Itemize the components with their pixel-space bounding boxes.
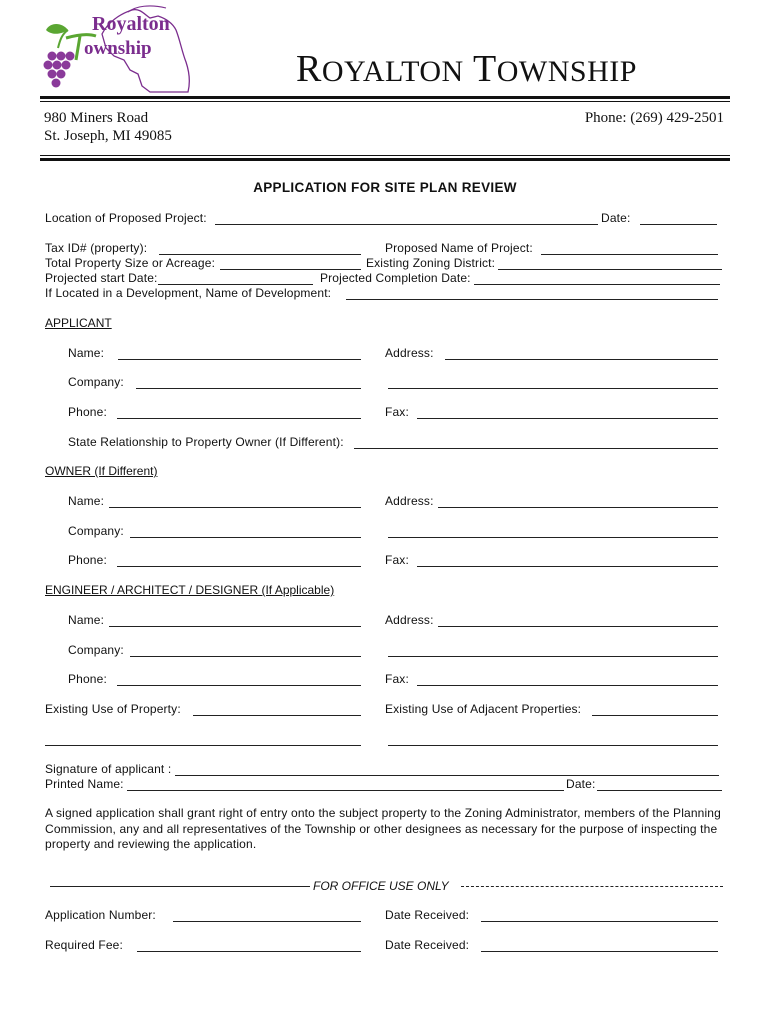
address-line-1: 980 Miners Road — [44, 110, 149, 126]
signature-label: Signature of applicant : — [45, 762, 172, 776]
engineer-name-label: Name: — [68, 613, 105, 627]
owner-address-field-2[interactable] — [388, 524, 718, 538]
adjacent-use-field[interactable] — [592, 702, 718, 716]
property-size-label: Total Property Size or Acreage: — [45, 256, 216, 270]
applicant-address-field-2[interactable] — [388, 375, 718, 389]
engineer-address-field-2[interactable] — [388, 643, 718, 657]
engineer-company-label: Company: — [68, 643, 124, 657]
application-number-field[interactable] — [173, 908, 361, 922]
applicant-fax-field[interactable] — [417, 405, 718, 419]
owner-company-label: Company: — [68, 524, 124, 538]
development-field[interactable] — [346, 286, 718, 300]
proposed-name-field[interactable] — [541, 241, 718, 255]
logo-word-township: ownship — [84, 38, 152, 59]
owner-address-label: Address: — [385, 494, 434, 508]
required-fee-label: Required Fee: — [45, 938, 123, 952]
engineer-name-field[interactable] — [109, 613, 361, 627]
header-rule-bottom-thick — [40, 158, 730, 161]
owner-heading: OWNER (If Different) — [45, 464, 158, 478]
grapes-michigan-logo-icon — [40, 4, 196, 96]
applicant-name-label: Name: — [68, 346, 105, 360]
header-rule-top-thin — [40, 101, 730, 102]
existing-use-label: Existing Use of Property: — [45, 702, 181, 716]
applicant-phone-field[interactable] — [117, 405, 361, 419]
address-line-2: St. Joseph, MI 49085 — [44, 128, 172, 144]
office-use-divider-left — [50, 886, 310, 887]
office-use-heading: FOR OFFICE USE ONLY — [313, 879, 449, 893]
header-rule-top — [40, 96, 730, 99]
zoning-label: Existing Zoning District: — [366, 256, 496, 270]
engineer-address-label: Address: — [385, 613, 434, 627]
owner-company-field[interactable] — [130, 524, 361, 538]
engineer-phone-field[interactable] — [117, 672, 361, 686]
owner-fax-field[interactable] — [417, 553, 718, 567]
right-of-entry-statement: A signed application shall grant right of entry onto the subject property to the Zoning Administrator, members of the Planning Commission, any and all representatives of the Township or other designees as necessary for the purpose of inspecting the property and reviewing the application. — [45, 806, 721, 851]
printed-date-label: Date: — [566, 777, 596, 791]
engineer-fax-field[interactable] — [417, 672, 718, 686]
completion-date-field[interactable] — [474, 271, 720, 285]
engineer-address-field[interactable] — [438, 613, 718, 627]
owner-address-field[interactable] — [438, 494, 718, 508]
start-date-label: Projected start Date: — [45, 271, 158, 285]
form-title: APPLICATION FOR SITE PLAN REVIEW — [253, 180, 517, 195]
printed-name-label: Printed Name: — [45, 777, 124, 791]
applicant-company-field[interactable] — [136, 375, 361, 389]
zoning-field[interactable] — [498, 256, 722, 270]
tax-id-label: Tax ID# (property): — [45, 241, 148, 255]
development-label: If Located in a Development, Name of Development: — [45, 286, 332, 300]
existing-use-field-2[interactable] — [45, 732, 361, 746]
start-date-field[interactable] — [158, 271, 313, 285]
adjacent-use-field-2[interactable] — [388, 732, 718, 746]
header-rule-bottom — [40, 155, 730, 156]
property-size-field[interactable] — [220, 256, 361, 270]
application-number-label: Application Number: — [45, 908, 156, 922]
completion-date-label: Projected Completion Date: — [320, 271, 471, 285]
applicant-address-label: Address: — [385, 346, 434, 360]
printed-name-field[interactable] — [127, 777, 564, 791]
existing-use-field[interactable] — [193, 702, 361, 716]
engineer-phone-label: Phone: — [68, 672, 107, 686]
signature-field[interactable] — [175, 762, 719, 776]
relationship-label: State Relationship to Property Owner (If Different): — [68, 435, 344, 449]
office-use-divider-right — [461, 886, 723, 887]
printed-date-field[interactable] — [597, 777, 722, 791]
date-field[interactable] — [640, 211, 717, 225]
relationship-field[interactable] — [354, 435, 718, 449]
proposed-name-label: Proposed Name of Project: — [385, 241, 533, 255]
date-received-label: Date Received: — [385, 908, 470, 922]
required-fee-field[interactable] — [137, 938, 361, 952]
phone-number: Phone: (269) 429-2501 — [584, 110, 724, 126]
engineer-company-field[interactable] — [130, 643, 361, 657]
engineer-heading: ENGINEER / ARCHITECT / DESIGNER (If Applicable) — [45, 583, 335, 597]
applicant-address-field[interactable] — [445, 346, 718, 360]
engineer-fax-label: Fax: — [385, 672, 409, 686]
applicant-name-field[interactable] — [118, 346, 361, 360]
adjacent-use-label: Existing Use of Adjacent Properties: — [385, 702, 582, 716]
owner-phone-field[interactable] — [117, 553, 361, 567]
date-received-label-2: Date Received: — [385, 938, 470, 952]
tax-id-field[interactable] — [159, 241, 361, 255]
logo-word-royalton: Royalton — [92, 13, 170, 35]
date-label: Date: — [601, 211, 631, 225]
applicant-heading: APPLICANT — [45, 316, 112, 330]
date-received-field-2[interactable] — [481, 938, 718, 952]
owner-name-field[interactable] — [109, 494, 361, 508]
owner-fax-label: Fax: — [385, 553, 409, 567]
location-field[interactable] — [215, 211, 598, 225]
page-title: ROYALTON TOWNSHIP — [296, 48, 637, 90]
applicant-company-label: Company: — [68, 375, 124, 389]
applicant-phone-label: Phone: — [68, 405, 107, 419]
applicant-fax-label: Fax: — [385, 405, 409, 419]
date-received-field[interactable] — [481, 908, 718, 922]
owner-phone-label: Phone: — [68, 553, 107, 567]
owner-name-label: Name: — [68, 494, 105, 508]
location-label: Location of Proposed Project: — [45, 211, 207, 225]
